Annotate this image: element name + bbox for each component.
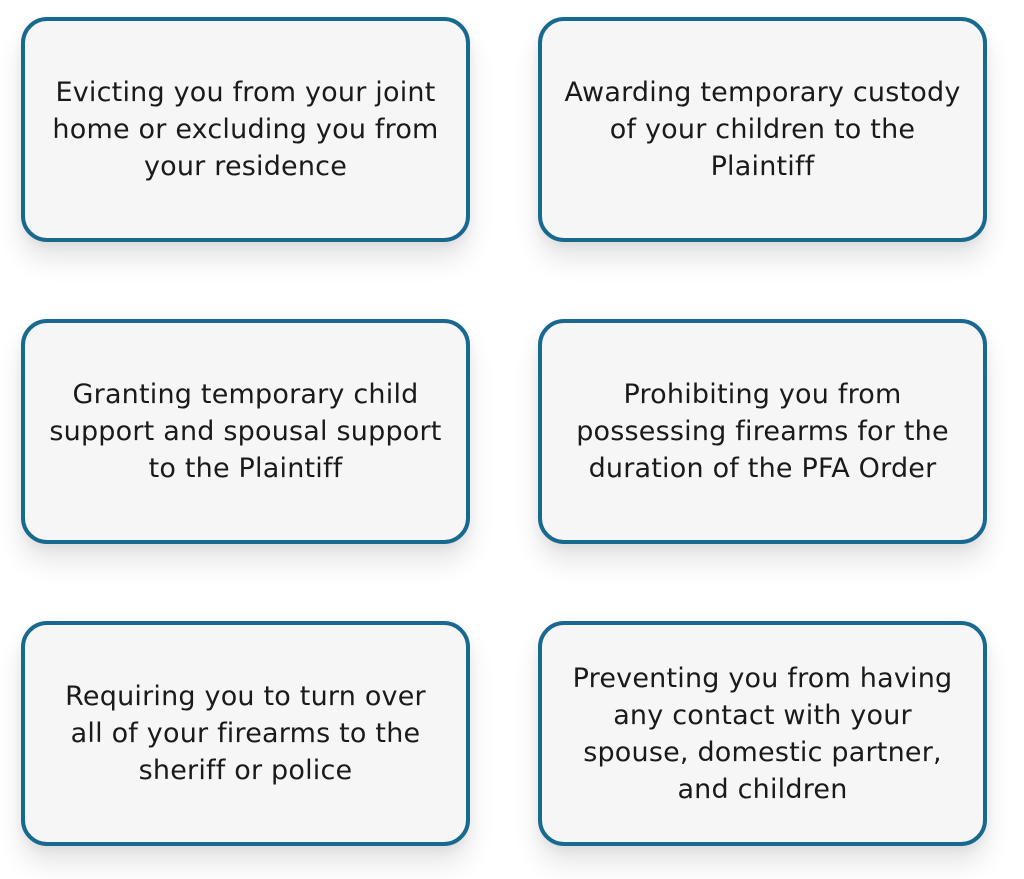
- card-firearms-prohibition: [538, 319, 987, 544]
- card-firearms-surrender-text: Requiring you to turn over all of your firearms to the sheriff or police: [65, 681, 426, 786]
- card-no-contact: [538, 621, 987, 846]
- card-eviction-text: Evicting you from your joint home or excluding you from your residence: [52, 77, 439, 182]
- card-eviction: [21, 17, 470, 242]
- card-custody: [538, 17, 987, 242]
- card-firearms-prohibition-text: Prohibiting you from possessing firearms for the duration of the PFA Order: [576, 379, 949, 484]
- card-firearms-surrender: [21, 621, 470, 846]
- card-support: [21, 319, 470, 544]
- card-custody-text: Awarding temporary custody of your children to the Plaintiff: [564, 77, 961, 182]
- card-no-contact-text: Preventing you from having any contact with your spouse, domestic partner, and children: [572, 662, 953, 805]
- card-support-text: Granting temporary child support and spousal support to the Plaintiff: [49, 379, 442, 484]
